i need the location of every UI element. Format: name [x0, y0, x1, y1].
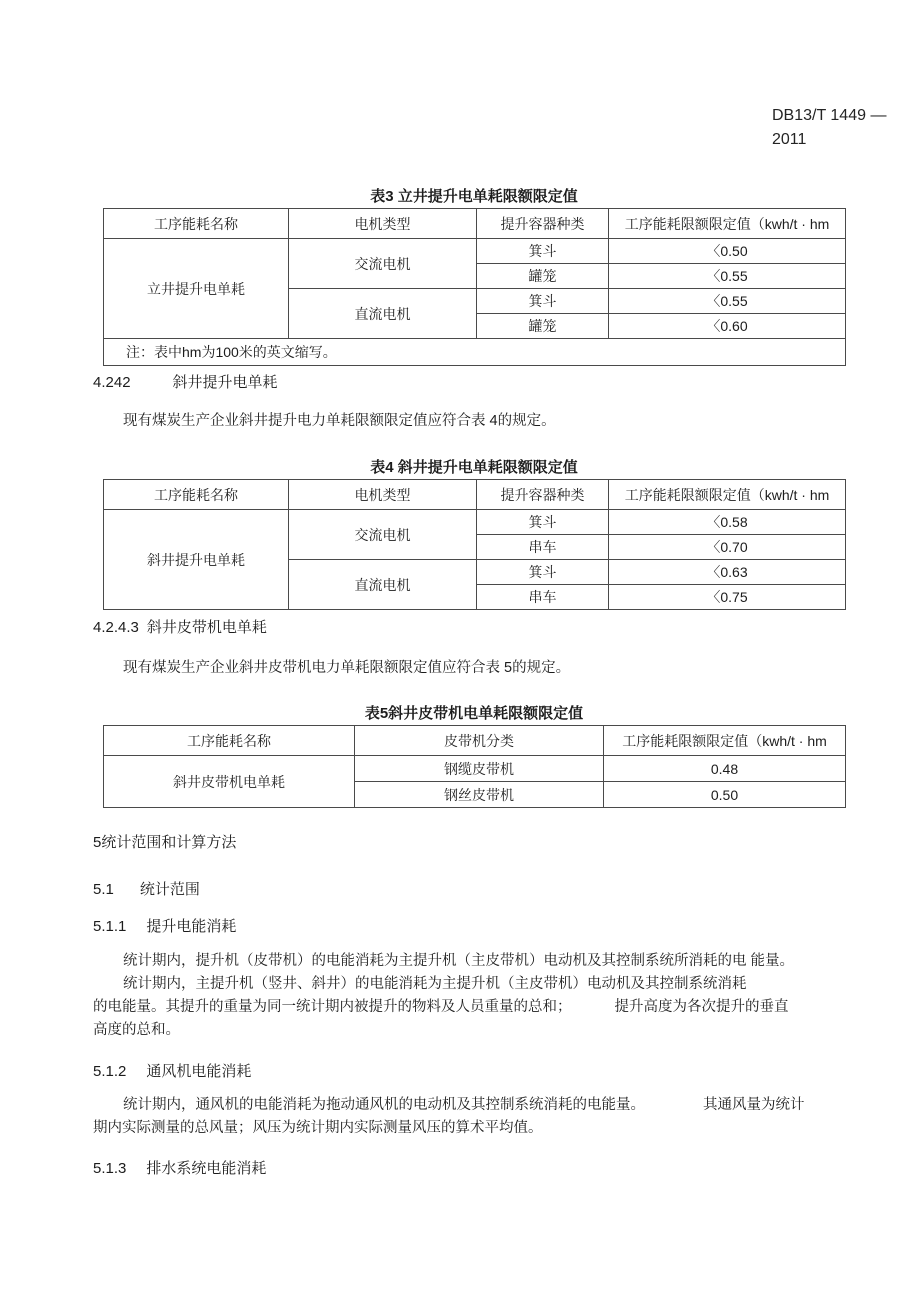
- paragraph-511: [93, 950, 845, 1042]
- section-heading-4243: [93, 619, 845, 637]
- paragraph-text: 的电能量。其提升的重量为同一统计期内被提升的物料及人员重量的总和；: [93, 999, 572, 1015]
- table5-header-name: 工序能耗名称: [104, 726, 355, 756]
- table4-container-cell: 箕斗: [477, 510, 609, 535]
- table-row: [104, 239, 846, 264]
- table4-value-cell: 〈0.58: [609, 510, 846, 535]
- table3-container-cell: 箕斗: [477, 239, 609, 264]
- table4-motor-dc: 直流电机: [289, 560, 477, 610]
- section-number: 4.2.4.3: [93, 619, 139, 636]
- section-number: 5.1.1: [93, 918, 127, 935]
- section-title: 斜井提升电单耗: [172, 374, 278, 391]
- section-heading-513: [93, 1160, 845, 1178]
- table4-title: 表4 斜井提升电单耗限额限定值: [370, 459, 578, 476]
- table3-motor-dc: 直流电机: [289, 289, 477, 339]
- paragraph-text: 统计期内，通风机的电能消耗为拖动通风机的电动机及其控制系统消耗的电能量。: [123, 1097, 645, 1113]
- table5-value-cell: 0.50: [604, 782, 846, 808]
- section-heading-512: [93, 1063, 845, 1081]
- section-number: 5.1: [93, 881, 114, 898]
- table4-container-cell: 串车: [477, 535, 609, 560]
- section-title: 统计范围: [139, 881, 200, 898]
- table4-header-container: 提升容器种类: [477, 480, 609, 510]
- table3-value-cell: 〈0.55: [609, 289, 846, 314]
- section-heading-511: [93, 918, 845, 936]
- paragraph-4242: 现有煤炭生产企业斜井提升电力单耗限额限定值应符合表 4的规定。: [123, 413, 556, 429]
- table4-row-label: 斜井提升电单耗: [104, 510, 289, 610]
- section-heading-4242: [93, 374, 845, 392]
- table3-header-row: [104, 209, 846, 239]
- paragraph-line: [93, 996, 845, 1019]
- doc-number-line1: DB13/T 1449 —: [772, 107, 887, 124]
- section-heading-51: [93, 881, 845, 899]
- paragraph-line: [93, 1094, 845, 1117]
- paragraph-text: 其通风量为统计: [703, 1097, 805, 1113]
- section-title: 排水系统电能消耗: [146, 1160, 267, 1177]
- table5-title: 表5斜井皮带机电单耗限额限定值: [364, 705, 584, 722]
- table4-header-motor: 电机类型: [289, 480, 477, 510]
- table4-container-cell: 串车: [477, 585, 609, 610]
- paragraph-line: 期内实际测量的总风量；风压为统计期内实际测量风压的算术平均值。: [93, 1120, 543, 1136]
- table3-value-cell: 〈0.55: [609, 264, 846, 289]
- table3-motor-ac: 交流电机: [289, 239, 477, 289]
- table-row: [104, 339, 846, 366]
- table5-header-limit: 工序能耗限额限定值（kwh/t · hm: [604, 726, 846, 756]
- table4-value-cell: 〈0.75: [609, 585, 846, 610]
- table5-header-row: [104, 726, 846, 756]
- table3: [103, 208, 846, 366]
- table4-header-row: [104, 480, 846, 510]
- table4-value-cell: 〈0.70: [609, 535, 846, 560]
- table3-note: 注：表中hm为100米的英文缩写。: [104, 339, 846, 366]
- table3-title: 表3 立井提升电单耗限额限定值: [370, 188, 578, 205]
- paragraph-line: 高度的总和。: [93, 1022, 180, 1038]
- paragraph-512: [93, 1094, 845, 1140]
- table5-header-belt-type: 皮带机分类: [355, 726, 604, 756]
- table3-header-name: 工序能耗名称: [104, 209, 289, 239]
- table5-type-cell: 钢缆皮带机: [355, 756, 604, 782]
- table4-motor-ac: 交流电机: [289, 510, 477, 560]
- paragraph-text: 提升高度为各次提升的垂直: [614, 999, 789, 1015]
- table3-header-limit: 工序能耗限额限定值（kwh/t · hm: [609, 209, 846, 239]
- section-title: 通风机电能消耗: [146, 1063, 252, 1080]
- table-row: [104, 756, 846, 782]
- table5-type-cell: 钢丝皮带机: [355, 782, 604, 808]
- table3-value-cell: 〈0.60: [609, 314, 846, 339]
- section-title: 提升电能消耗: [146, 918, 237, 935]
- section-number: 5.1.3: [93, 1160, 127, 1177]
- table3-row-label: 立井提升电单耗: [104, 239, 289, 339]
- table3-container-cell: 罐笼: [477, 264, 609, 289]
- table4-header-limit: 工序能耗限额限定值（kwh/t · hm: [609, 480, 846, 510]
- section-number: 4.242: [93, 374, 131, 391]
- table3-value-cell: 〈0.50: [609, 239, 846, 264]
- table5-row-label: 斜井皮带机电单耗: [104, 756, 355, 808]
- document-content: [93, 0, 845, 1178]
- paragraph-line: 统计期内，主提升机（竖井、斜井）的电能消耗为主提升机（主皮带机）电动机及其控制系统消耗: [123, 976, 747, 992]
- table4: [103, 479, 846, 610]
- table3-container-cell: 箕斗: [477, 289, 609, 314]
- table4-value-cell: 〈0.63: [609, 560, 846, 585]
- table5-value-cell: 0.48: [604, 756, 846, 782]
- section-title: 斜井皮带机电单耗: [146, 619, 267, 636]
- table-row: [104, 510, 846, 535]
- table3-container-cell: 罐笼: [477, 314, 609, 339]
- table5: [103, 725, 846, 808]
- table3-header-motor: 电机类型: [289, 209, 477, 239]
- paragraph-4243: 现有煤炭生产企业斜井皮带机电力单耗限额限定值应符合表 5的规定。: [123, 660, 571, 676]
- section-number: 5.1.2: [93, 1063, 127, 1080]
- paragraph-line: 统计期内，提升机（皮带机）的电能消耗为主提升机（主皮带机）电动机及其控制系统所消耗的电 能量。: [123, 953, 795, 969]
- table4-container-cell: 箕斗: [477, 560, 609, 585]
- section-heading-5: 5统计范围和计算方法: [93, 834, 237, 851]
- table4-header-name: 工序能耗名称: [104, 480, 289, 510]
- doc-number-line2: 2011: [772, 131, 807, 148]
- table3-header-container: 提升容器种类: [477, 209, 609, 239]
